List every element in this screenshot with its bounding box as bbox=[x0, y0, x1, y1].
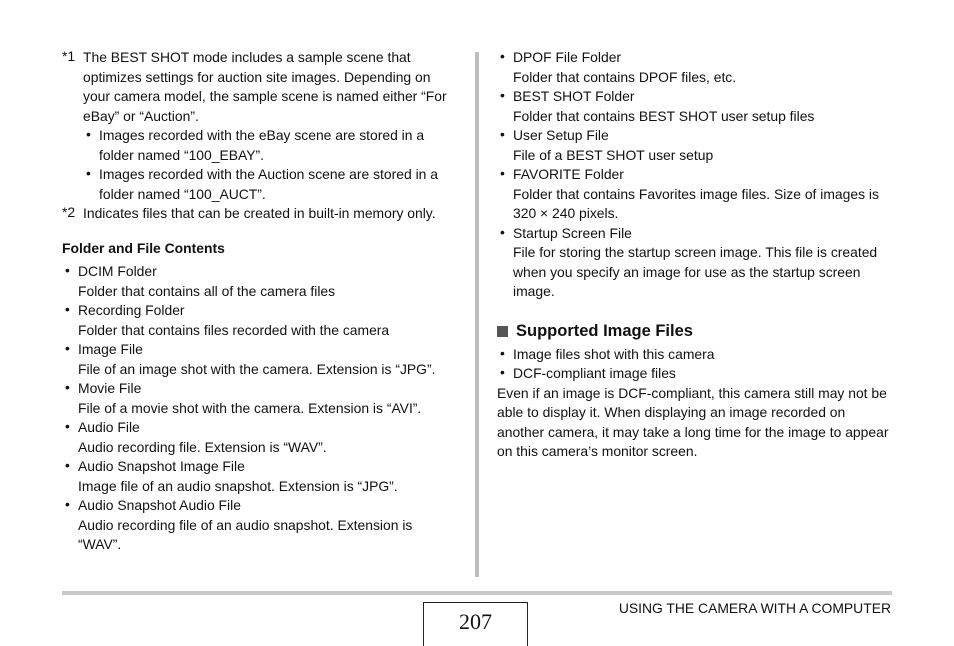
footnote-line: optimizes settings for auction site images. Depending on bbox=[83, 68, 431, 85]
item-desc: when you specify an image for use as the startup screen bbox=[513, 263, 861, 280]
footnote-line: The BEST SHOT mode includes a sample scene that bbox=[83, 49, 411, 65]
item-name: DPOF File Folder bbox=[513, 49, 622, 65]
list-item bbox=[497, 48, 897, 68]
item-desc: File for storing the startup screen image. This file is created bbox=[513, 244, 878, 260]
item-desc: Image file of an audio snapshot. Extension is “JPG”. bbox=[78, 477, 398, 494]
item-desc: File of an image shot with the camera. Extension is “JPG”. bbox=[78, 360, 436, 377]
page-number: 207 bbox=[423, 602, 528, 646]
item-name: Audio Snapshot Image File bbox=[78, 458, 245, 474]
item-name: Recording Folder bbox=[78, 302, 185, 318]
bullet-icon: • bbox=[65, 496, 70, 512]
paragraph-line: able to display it. When displaying an image recorded on bbox=[497, 404, 846, 420]
list-item bbox=[62, 340, 467, 360]
footnote-1 bbox=[62, 48, 467, 126]
footnote-line: Indicates files that can be created in built-in memory only. bbox=[83, 205, 436, 221]
item-name: DCF-compliant image files bbox=[513, 365, 676, 381]
item-name: Audio File bbox=[78, 419, 140, 435]
section-heading-supported-files bbox=[497, 321, 897, 342]
bullet-icon: • bbox=[65, 457, 70, 473]
square-bullet-icon bbox=[497, 326, 508, 337]
item-desc: Audio recording file. Extension is “WAV”. bbox=[78, 438, 327, 455]
bullet-icon: • bbox=[500, 48, 505, 64]
item-desc: “WAV”. bbox=[78, 536, 122, 552]
sub-bullet-line: folder named “100_EBAY”. bbox=[99, 146, 264, 163]
sub-bullet bbox=[62, 126, 467, 165]
paragraph-line: on this camera’s monitor screen. bbox=[497, 443, 698, 459]
bullet-icon: • bbox=[500, 223, 505, 240]
bullet-icon: • bbox=[65, 262, 70, 278]
right-column bbox=[497, 48, 897, 462]
item-name: User Setup File bbox=[513, 127, 609, 143]
sub-bullet bbox=[62, 165, 467, 204]
item-desc: File of a movie shot with the camera. Extension is “AVI”. bbox=[78, 399, 422, 416]
bullet-icon: • bbox=[86, 165, 91, 181]
item-desc: Folder that contains Favorites image files. Size of images is bbox=[513, 185, 879, 202]
list-item bbox=[497, 364, 897, 384]
item-desc: Audio recording file of an audio snapshot. Extension is bbox=[78, 516, 413, 533]
section-heading-folder-contents: Folder and File Contents bbox=[62, 239, 225, 256]
item-desc: Folder that contains all of the camera files bbox=[78, 282, 336, 299]
item-desc: File of a BEST SHOT user setup bbox=[513, 146, 714, 163]
list-item bbox=[497, 345, 897, 365]
list-item bbox=[62, 379, 467, 399]
bullet-icon: • bbox=[500, 344, 505, 361]
item-desc: Folder that contains files recorded with the camera bbox=[78, 321, 390, 338]
list-item bbox=[497, 165, 897, 185]
item-name: BEST SHOT Folder bbox=[513, 88, 635, 104]
item-name: Image files shot with this camera bbox=[513, 345, 715, 362]
bullet-icon: • bbox=[500, 165, 505, 181]
sub-bullet-line: Images recorded with the eBay scene are stored in a bbox=[99, 127, 425, 143]
column-divider bbox=[475, 52, 479, 577]
footnote-mark: *2 bbox=[62, 204, 76, 220]
footnote-2 bbox=[62, 204, 467, 224]
left-column bbox=[62, 48, 467, 555]
item-desc: image. bbox=[513, 283, 555, 299]
sub-bullet-line: Images recorded with the Auction scene are stored in a bbox=[99, 166, 438, 182]
paragraph-line: another camera, it may take a long time for the image to appear bbox=[497, 423, 889, 440]
item-name: Audio Snapshot Audio File bbox=[78, 497, 241, 513]
item-name: DCIM Folder bbox=[78, 263, 157, 279]
item-desc: Folder that contains BEST SHOT user setup files bbox=[513, 107, 815, 124]
item-name: Startup Screen File bbox=[513, 224, 632, 241]
bullet-icon: • bbox=[500, 364, 505, 380]
paragraph-line: Even if an image is DCF-compliant, this camera still may not be bbox=[497, 384, 887, 401]
item-desc: 320 × 240 pixels. bbox=[513, 205, 619, 221]
bullet-icon: • bbox=[86, 126, 91, 142]
bullet-icon: • bbox=[65, 340, 70, 356]
list-item bbox=[497, 126, 897, 146]
footnote-line: eBay” or “Auction”. bbox=[83, 107, 199, 124]
footnote-line: your camera model, the sample scene is named either “For bbox=[83, 88, 447, 104]
list-item bbox=[62, 418, 467, 438]
list-item bbox=[62, 457, 467, 477]
bullet-icon: • bbox=[500, 87, 505, 103]
item-desc: Folder that contains DPOF files, etc. bbox=[513, 68, 737, 85]
section-heading-text: Supported Image Files bbox=[516, 321, 693, 340]
sub-bullet-line: folder named “100_AUCT”. bbox=[99, 185, 266, 202]
list-item bbox=[497, 87, 897, 107]
bullet-icon: • bbox=[65, 301, 70, 317]
item-name: Movie File bbox=[78, 380, 142, 396]
bullet-icon: • bbox=[65, 418, 70, 434]
list-item bbox=[62, 262, 467, 282]
list-item bbox=[62, 496, 467, 516]
bullet-icon: • bbox=[500, 126, 505, 142]
footnote-mark: *1 bbox=[62, 48, 76, 64]
item-name: FAVORITE Folder bbox=[513, 166, 624, 182]
chapter-title: USING THE CAMERA WITH A COMPUTER bbox=[618, 600, 891, 616]
bullet-icon: • bbox=[65, 379, 70, 395]
item-name: Image File bbox=[78, 341, 143, 357]
footer-rule bbox=[62, 591, 892, 595]
list-item bbox=[62, 301, 467, 321]
list-item bbox=[497, 224, 897, 244]
